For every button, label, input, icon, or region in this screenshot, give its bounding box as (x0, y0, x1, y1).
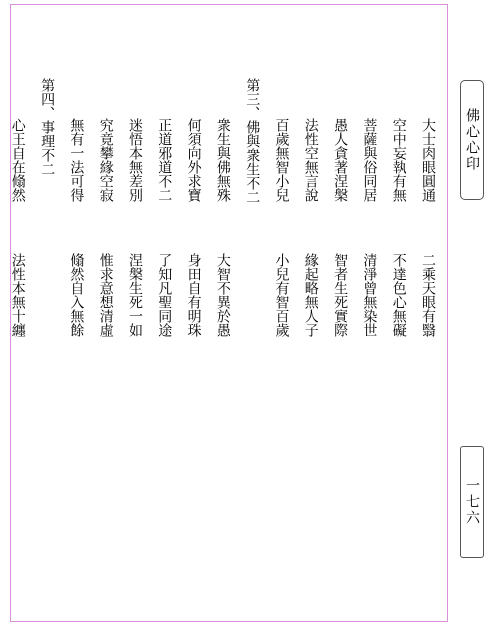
verse-line-lower: 涅槃生死一如 (127, 253, 143, 337)
verse-column (156, 118, 172, 202)
book-title-tab (460, 80, 484, 200)
page-number: 一七六 (464, 478, 480, 526)
section-heading (244, 78, 260, 204)
verse-column (10, 118, 26, 202)
verse-line-lower: 翛然自入無餘 (68, 253, 85, 337)
verse-line-upper: 究竟攀緣空寂 (97, 118, 114, 202)
verse-line-lower: 身田自有明珠 (185, 253, 202, 337)
verse-column (303, 118, 319, 202)
verse-column-lower (420, 253, 436, 337)
verse-column (332, 118, 348, 202)
verse-column-lower (215, 253, 231, 337)
verse-line-upper: 衆生與佛無殊 (214, 118, 231, 202)
verse-column-lower (303, 253, 319, 337)
verse-line-lower: 智者生死實際 (332, 253, 349, 337)
verse-column (215, 118, 231, 202)
section-heading (39, 78, 55, 176)
verse-line-upper: 菩薩與俗同居 (361, 118, 378, 202)
verse-line-lower: 大智不異於愚 (214, 253, 231, 337)
verse-line-upper: 正道邪道不二 (156, 118, 173, 202)
verse-column (420, 118, 436, 202)
verse-line-upper: 大士肉眼圓通 (420, 118, 436, 202)
verse-line-lower: 清淨曾無染世 (361, 253, 378, 337)
verse-column-lower (10, 253, 26, 337)
verse-line-lower: 不達色心無礙 (390, 253, 407, 337)
verse-column (274, 118, 290, 202)
verse-line-upper: 愚人貪著涅槃 (332, 118, 349, 202)
verse-column-lower (361, 253, 377, 337)
verse-column (361, 118, 377, 202)
verse-column-lower (98, 253, 114, 337)
verse-column (127, 118, 143, 202)
verse-column-lower (127, 253, 143, 337)
verse-line-upper: 法性空無言說 (302, 118, 319, 202)
verse-line-upper: 無有一法可得 (68, 118, 85, 202)
verse-line-lower: 法性本無十纏 (9, 253, 26, 337)
verse-line-upper: 心王自在翛然 (9, 118, 26, 202)
verse-line-upper: 百歲無智小兒 (273, 118, 290, 202)
verse-column-lower (332, 253, 348, 337)
verse-column-lower (274, 253, 290, 337)
verse-line-lower: 緣起略無人子 (302, 253, 319, 337)
page-number-tab (460, 446, 484, 558)
verse-column-lower (68, 253, 84, 337)
verse-line-upper: 迷悟本無差別 (127, 118, 143, 202)
verse-line-lower: 二乘天眼有翳 (420, 253, 436, 337)
verse-column-lower (156, 253, 172, 337)
verse-column (391, 118, 407, 202)
verse-line-lower: 了知凡聖同途 (156, 253, 173, 337)
verse-column (68, 118, 84, 202)
book-title: 佛心心印 (464, 108, 480, 172)
verse-line-upper: 何須向外求寶 (185, 118, 202, 202)
verse-column-lower (391, 253, 407, 337)
heading-text: 第四、事理不二 (39, 78, 56, 176)
verse-column-lower (186, 253, 202, 337)
verse-column (186, 118, 202, 202)
heading-text: 第三、佛與衆生不二 (244, 78, 261, 204)
verse-line-lower: 惟求意想清虛 (97, 253, 114, 337)
verse-line-upper: 空中妄執有無 (390, 118, 407, 202)
verse-line-lower: 小兒有智百歲 (273, 253, 290, 337)
verse-column (98, 118, 114, 202)
